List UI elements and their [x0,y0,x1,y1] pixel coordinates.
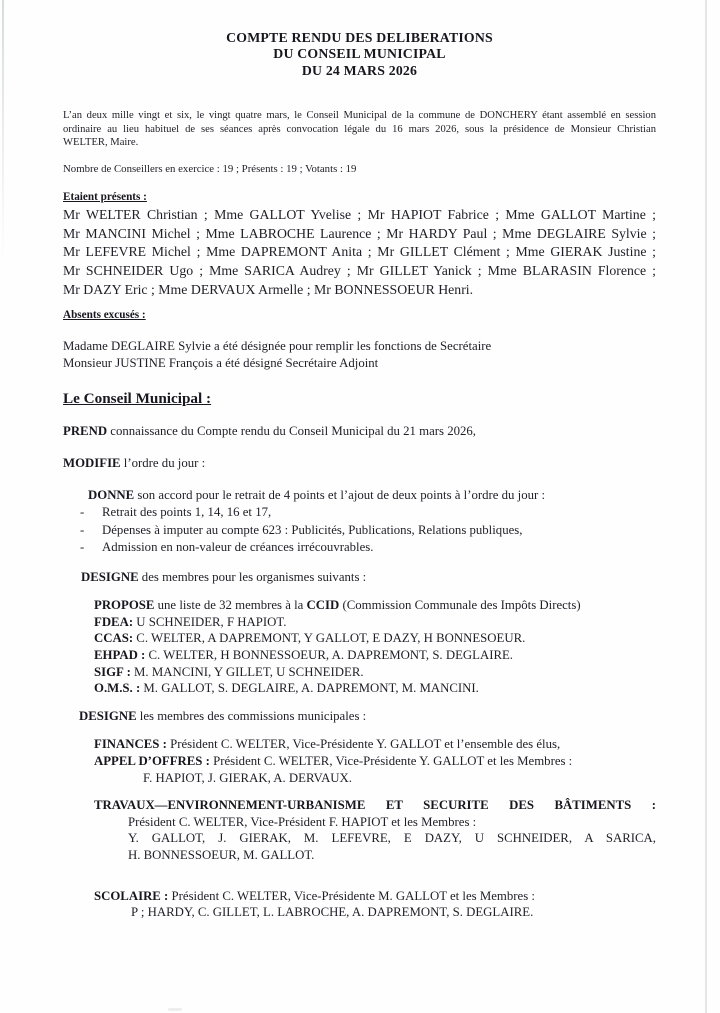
action-modifie [63,455,656,472]
commission-appel-line [94,753,656,770]
scolaire-line [94,888,656,905]
travaux-heading: TRAVAUX—ENVIRONNEMENT-URBANISME ET SECURITE DES BÂTIMENTS : [94,798,656,813]
scolaire-continuation: P ; HARDY, C. GILLET, L. LABROCHE, A. DAPREMONT, S. DEGLAIRE. [131,905,534,920]
presents-list [63,206,656,300]
title-line-1: COMPTE RENDU DES DELIBERATIONS [226,30,493,45]
prend-text: connaissance du Compte rendu du Conseil Municipal du 21 mars 2026, [107,423,476,438]
council-heading: Le Conseil Municipal : [63,389,212,407]
counselors-count-line: Nombre de Conseillers en exercice : 19 ; Présents : 19 ; Votants : 19 [63,163,357,175]
scolaire-label: SCOLAIRE : [94,888,169,903]
donne-item [80,539,656,556]
secretary-line: Madame DEGLAIRE Sylvie a été désignée pour remplir les fonctions de Secrétaire [63,338,492,353]
action-prend [63,423,656,440]
prend-keyword: PREND [63,423,108,438]
travaux-line: H. BONNESSOEUR, M. GALLOT. [128,848,315,863]
organisme-line [94,630,656,647]
donne-items-list [63,504,656,556]
appel-members: Président C. WELTER, Vice-Présidente Y. GALLOT et les Membres : [209,754,573,769]
document-title [63,30,656,79]
presents-line: Mr DAZY Eric ; Mme DERVAUX Armelle ; Mr BONNESSOEUR Henri. [63,281,474,297]
appel-label: APPEL D’OFFRES : [94,754,210,769]
modifie-text: l’ordre du jour : [120,456,206,471]
dash-bullet: - [80,522,85,537]
organisme-line [94,680,656,697]
intro-line: L’an deux mille vingt et six, le vingt quatre mars, le Conseil Municipal de la commune de DONCHERY étant assemblé en session [63,110,656,122]
intro-paragraph [63,109,656,150]
organisme-propose-line [94,597,656,614]
organisme-line [94,664,656,681]
secretary-paragraph [63,338,656,373]
presents-heading: Etaient présents : [63,191,147,203]
commission-travaux-block [94,797,656,863]
organisme-label: CCAS: [94,631,134,646]
organisme-label: SIGF : [94,664,131,679]
travaux-line: Y. GALLOT, J. GIERAK, M. LEFEVRE, E DAZY, U SCHNEIDER, A SARICA, [128,831,656,846]
organisme-label: O.M.S. : [94,681,141,696]
modifie-keyword: MODIFIE [63,456,121,471]
designe-keyword: DESIGNE [79,708,137,723]
donne-keyword: DONNE [88,487,135,502]
organismes-list [94,597,656,697]
organisme-members: U SCHNEIDER, F HAPIOT. [133,614,287,629]
organisme-members: C. WELTER, H BONNESSOEUR, A. DAPREMONT, S. DEGLAIRE. [145,648,514,663]
title-line-2: DU CONSEIL MUNICIPAL [273,46,446,62]
presents-line: Mr MANCINI Michel ; Mme LABROCHE Laurence ; Mr HARDY Paul ; Mme DEGLAIRE Sylvie ; [63,225,656,241]
commission-appel-continuation: F. HAPIOT, J. GIERAK, A. DERVAUX. [143,770,352,785]
commission-scolaire-block [94,888,656,921]
propose-text: une liste de 32 membres à la [154,598,307,613]
finances-label: FINANCES : [94,737,167,752]
commission-finances-line [94,736,656,753]
organisme-label: FDEA: [94,614,134,629]
designe-keyword: DESIGNE [81,569,139,584]
commissions-list [94,736,656,920]
presents-line: Mr WELTER Christian ; Mme GALLOT Yvelise ; Mr HAPIOT Fabrice ; Mme GALLOT Martine ; [63,207,656,222]
designe-text: des membres pour les organismes suivants : [138,569,367,584]
ccid-keyword: CCID [306,598,340,613]
scan-edge-right-artifact [705,0,707,1013]
intro-line: WELTER, Maire. [63,137,139,149]
donne-item [80,504,656,521]
designe-text: les membres des commissions municipales : [136,708,367,723]
scan-edge-left-artifact [2,0,4,265]
intro-line: ordinaire au lieu habituel de ses séances après convocation légale du 16 mars 2026, sous la présidence de Monsieur Christian [63,123,656,135]
scolaire-members: Président C. WELTER, Vice-Présidente M. GALLOT et les Membres : [168,888,535,903]
absents-heading: Absents excusés : [63,308,146,321]
secretary-line: Monsieur JUSTINE François a été désigné Secrétaire Adjoint [63,356,379,371]
donne-item-text: Retrait des points 1, 14, 16 et 17, [102,505,272,520]
action-designe-organismes [81,569,656,586]
organisme-members: C. WELTER, A DAPREMONT, Y GALLOT, E DAZY, H BONNESOEUR. [133,631,526,646]
action-donne [88,487,656,504]
organisme-line [94,614,656,631]
title-line-3: DU 24 MARS 2026 [301,62,418,78]
ccid-text: (Commission Communale des Impôts Directs) [339,598,581,613]
donne-item [80,522,656,539]
action-designe-commissions [79,708,656,725]
scan-smudge-artifact [168,1008,182,1011]
donne-text: son accord pour le retrait de 4 points et l’ajout de deux points à l’ordre du jour : [134,487,546,502]
presents-line: Mr LEFEVRE Michel ; Mme DAPREMONT Anita ; Mr GILLET Clément ; Mme GIERAK Justine ; [63,244,656,260]
donne-item-text: Admission en non-valeur de créances irrécouvrables. [102,540,374,555]
organisme-label: EHPAD : [94,648,146,663]
dash-bullet: - [80,505,85,520]
organisme-line [94,647,656,664]
presents-line: Mr SCHNEIDER Ugo ; Mme SARICA Audrey ; Mr GILLET Yanick ; Mme BLARASIN Florence ; [63,263,656,279]
organisme-members: M. GALLOT, S. DEGLAIRE, A. DAPREMONT, M. MANCINI. [140,681,479,696]
propose-keyword: PROPOSE [94,598,155,613]
travaux-line: Président C. WELTER, Vice-Président F. HAPIOT et les Membres : [128,814,477,829]
finances-members: Président C. WELTER, Vice-Présidente Y. GALLOT et l’ensemble des élus, [166,737,561,752]
donne-item-text: Dépenses à imputer au compte 623 : Publicités, Publications, Relations publiques, [102,522,523,537]
dash-bullet: - [80,540,85,555]
organisme-members: M. MANCINI, Y GILLET, U SCHNEIDER. [130,664,364,679]
